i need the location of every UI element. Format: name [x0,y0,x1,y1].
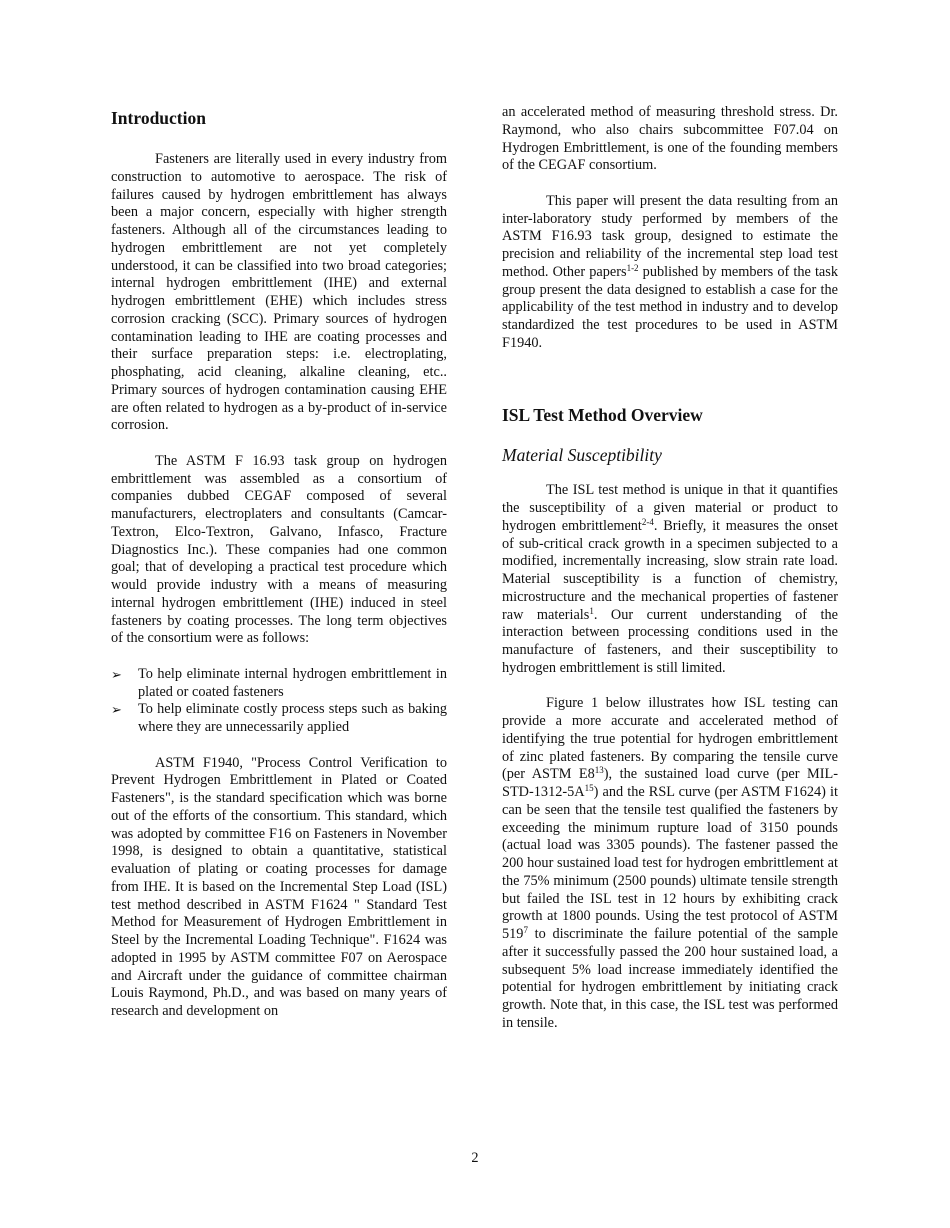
left-column [111,104,447,1039]
intro-paragraph-3: ASTM F1940, "Process Control Verification to Prevent Hydrogen Embrittlement in Plated or Coated Fasteners", is the standard specification which was borne out of the efforts of the consortium. This standard, which was adopted by committee F16 on Fasteners in November 1998, is designed to obtain a quantitative, statistical evaluation of plating or coating processes for damage from IHE. It is based on the Incremental Step Load (ISL) test method described in ASTM F1624 " Standard Test Method for Measurement of Hydrogen Embrittlement in Steel by the Incremental Loading Technique". F1624 was adopted in 1995 by ASTM committee F07 on Aerospace and Aircraft under the guidance of committee chairman Louis Raymond, Ph.D., and was based on many years of research and development on [111,754,447,1019]
text-run: ) and the RSL curve (per ASTM F1624) it can be seen that the tensile test qualified the fasteners by exceeding the minimum rupture load of 3150 pounds (actual load was 3305 pounds). The fastener passed the 200 hour sustained load test for hydrogen embrittlement at the 75% minimum (2500 pounds) ultimate tensile strength but failed the ISL test in 12 hours by exhibiting crack growth at 1800 pounds. Using the test protocol of ASTM 519 [502,784,838,942]
text-run: This paper will present the data resulting from an inter-laboratory study performed by members of the ASTM F16.93 task group, designed to estimate the precision and reliability of the incremental step load test method. Other papers [502,192,838,280]
list-item [111,701,447,737]
citation: 7 [523,925,528,935]
text-run: to discriminate the failure potential of the sample after it successfully passed the 200 hour sustained load, a subsequent 5% load increase immediately identified the potential for hydrogen embrittlement by initiating crack growth. Note that, in this case, the ISL test was performed in tensile. [502,926,838,1031]
isl-paragraph [502,482,838,677]
text-run: ), the sustained load curve (per MIL-STD-1312-5A [502,766,838,800]
list-item-text: To help eliminate internal hydrogen embrittlement in plated or coated fasteners [138,665,447,700]
list-item [111,666,447,702]
text-run: Figure 1 below illustrates how ISL testing can provide a more accurate and accelerated method of identifying the true potential for hydrogen embrittlement of zinc plated fasteners. By comparing the tensile curve (per ASTM E8 [502,695,838,783]
citation: 13 [594,765,604,776]
intro-paragraph-1: Fasteners are literally used in every industry from construction to automotive to aerospace. The risk of failures caused by hydrogen embrittlement has always been a major concern, especially with higher strength fasteners. Although all of the circumstances leading to hydrogen embrittlement are not yet completely understood, it can be classified into two broad categories; internal hydrogen embrittlement (IHE) and external hydrogen embrittlement (EHE) which includes stress corrosion cracking (SCC). Primary sources of hydrogen contamination leading to IHE are coating processes and their surface preparation steps: i.e. electroplating, phosphating, acid cleaning, alkaline cleaning, etc.. Primary sources of hydrogen contamination causing EHE are often related to hydrogen as a by-product of in-service corrosion. [111,151,447,434]
text-run: . Briefly, it measures the onset of sub-critical crack growth in a specimen subjected to a modified, incrementally increasing, slow strain rate load. Material susceptibility is a function of chemistry, microstructure and the mechanical properties of fastener raw materials [502,517,838,623]
continued-paragraph: an accelerated method of measuring threshold stress. Dr. Raymond, who also chairs subcommittee F07.04 on Hydrogen Embrittlement, is one of the founding members of the CEGAF consortium. [502,104,838,174]
arrow-bullet-icon: ➢ [111,702,122,718]
introduction-heading: Introduction [111,108,206,128]
figure-paragraph [502,695,838,1032]
isl-overview-heading: ISL Test Method Overview [502,405,703,426]
material-susceptibility-subheading: Material Susceptibility [502,445,662,466]
text-run: . Our current understanding of the interaction between processing conditions used in the manufacture of fasteners, and their susceptibility to hydrogen embrittlement is still limited. [502,606,839,676]
arrow-bullet-icon: ➢ [111,666,122,682]
text-run: The ISL test method is unique in that it quantifies the susceptibility of a given material or product to hydrogen embrittlement [502,482,838,534]
page-number: 2 [471,1150,479,1166]
objectives-list [111,666,447,737]
right-column [502,104,838,1050]
intro-paragraph-2: The ASTM F 16.93 task group on hydrogen embrittlement was assembled as a consortium of companies dubbed CEGAF composed of several manufacturers, electroplaters and consultants (Camcar-Textron, Elco-Textron, Galvano, Infasco, Fracture Diagnostics Inc.). These companies had one common goal; that of developing a practical test procedure which would provide industry with a means of measuring internal hydrogen embrittlement (IHE) induced in steel fasteners by coating processes. The long term objectives of the consortium were as follows: [111,452,447,647]
paper-scope-paragraph [502,193,838,353]
list-item-text: To help eliminate costly process steps such as baking where they are unnecessarily applied [138,701,447,735]
text-run: published by members of the task group present the data designed to establish a case for the applicability of the test method in industry and to develop standardized the test procedures to be used in ASTM F1940. [502,263,838,351]
citation: 1-2 [626,262,639,273]
citation: 15 [584,783,594,793]
citation: 1 [589,605,594,616]
citation: 2-4 [641,516,654,527]
